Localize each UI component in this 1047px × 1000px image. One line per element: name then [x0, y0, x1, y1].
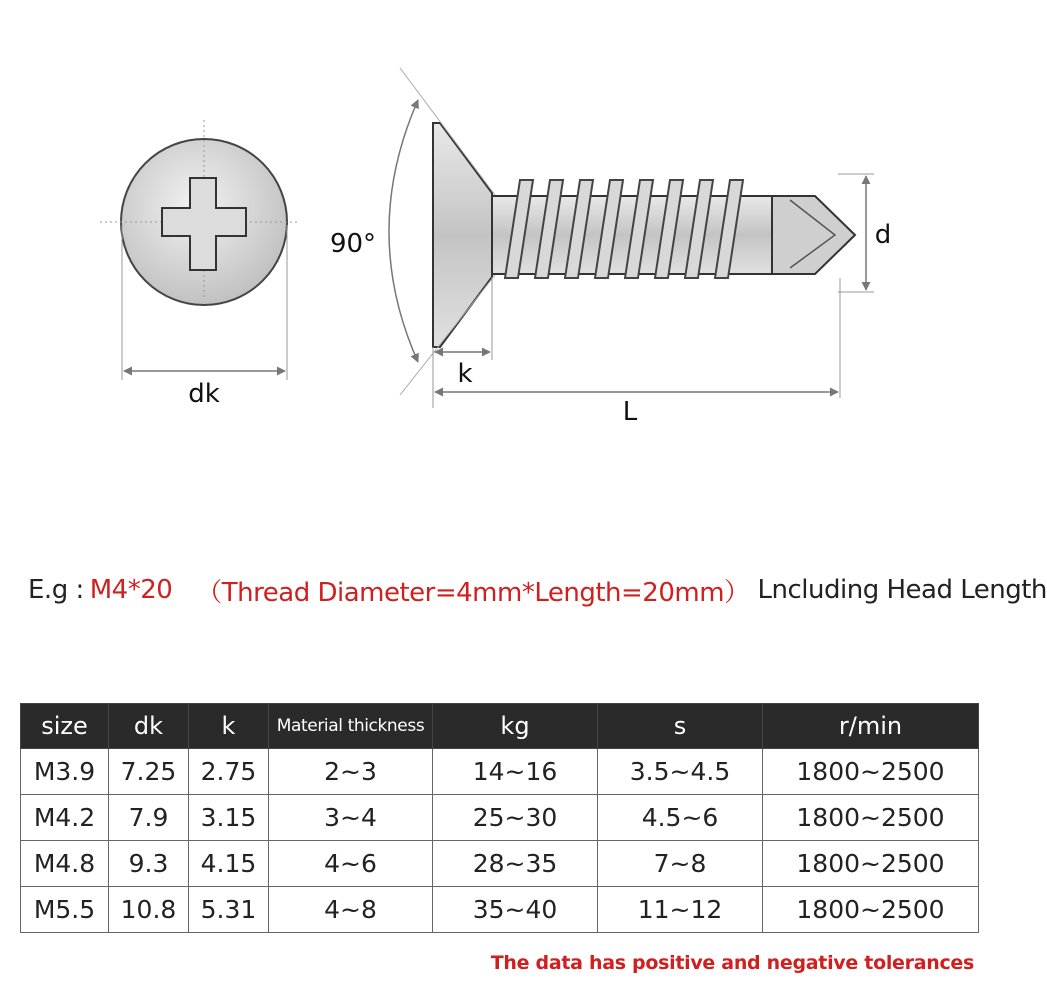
cell-material-thickness: 2~3	[269, 749, 433, 795]
length-label: L	[622, 397, 638, 427]
cell-rpm: 1800~2500	[763, 841, 979, 887]
cell-kg: 28~35	[433, 841, 598, 887]
example-suffix: Lncluding Head Length	[757, 575, 1047, 605]
cell-rpm: 1800~2500	[763, 795, 979, 841]
table-row	[21, 841, 979, 887]
cell-s: 7~8	[598, 841, 763, 887]
cell-size: M4.2	[21, 795, 109, 841]
example-prefix: E.g :	[28, 575, 84, 605]
cell-s: 3.5~4.5	[598, 749, 763, 795]
cell-s: 11~12	[598, 887, 763, 933]
cell-material-thickness: 4~8	[269, 887, 433, 933]
table-header-row	[21, 704, 979, 749]
cell-kg: 25~30	[433, 795, 598, 841]
spec-table	[20, 703, 979, 933]
cell-dk: 10.8	[109, 887, 189, 933]
cell-k: 4.15	[189, 841, 269, 887]
cell-k: 5.31	[189, 887, 269, 933]
header-dk: dk	[109, 704, 189, 749]
d-label: d	[874, 220, 892, 250]
cell-rpm: 1800~2500	[763, 887, 979, 933]
cell-k: 2.75	[189, 749, 269, 795]
table-row	[21, 749, 979, 795]
header-k: k	[189, 704, 269, 749]
angle-label: 90°	[329, 229, 377, 259]
cell-dk: 7.25	[109, 749, 189, 795]
screw-side-view	[433, 123, 855, 347]
cell-material-thickness: 3~4	[269, 795, 433, 841]
k-label: k	[457, 359, 473, 389]
table-row	[21, 795, 979, 841]
drill-point	[772, 196, 855, 274]
screw-head-top-view	[100, 120, 300, 305]
header-s: s	[598, 704, 763, 749]
header-kg: kg	[433, 704, 598, 749]
header-size: size	[21, 704, 109, 749]
cell-size: M3.9	[21, 749, 109, 795]
cell-rpm: 1800~2500	[763, 749, 979, 795]
header-material-thickness: Material thickness	[269, 704, 433, 749]
screw-dimension-diagram	[0, 0, 1000, 470]
header-rpm: r/min	[763, 704, 979, 749]
tolerance-note: The data has positive and negative tolerances	[490, 952, 974, 974]
cell-k: 3.15	[189, 795, 269, 841]
cell-kg: 35~40	[433, 887, 598, 933]
cell-s: 4.5~6	[598, 795, 763, 841]
table-row	[21, 887, 979, 933]
cell-dk: 9.3	[109, 841, 189, 887]
example-code: M4*20	[89, 575, 173, 605]
cell-size: M4.8	[21, 841, 109, 887]
cell-kg: 14~16	[433, 749, 598, 795]
cell-size: M5.5	[21, 887, 109, 933]
cell-material-thickness: 4~6	[269, 841, 433, 887]
dk-label: dk	[188, 379, 220, 409]
cell-dk: 7.9	[109, 795, 189, 841]
example-explanation: （Thread Diameter=4mm*Length=20mm）	[196, 577, 750, 608]
example-spec-line	[28, 568, 1047, 612]
length-dimension	[435, 278, 840, 398]
